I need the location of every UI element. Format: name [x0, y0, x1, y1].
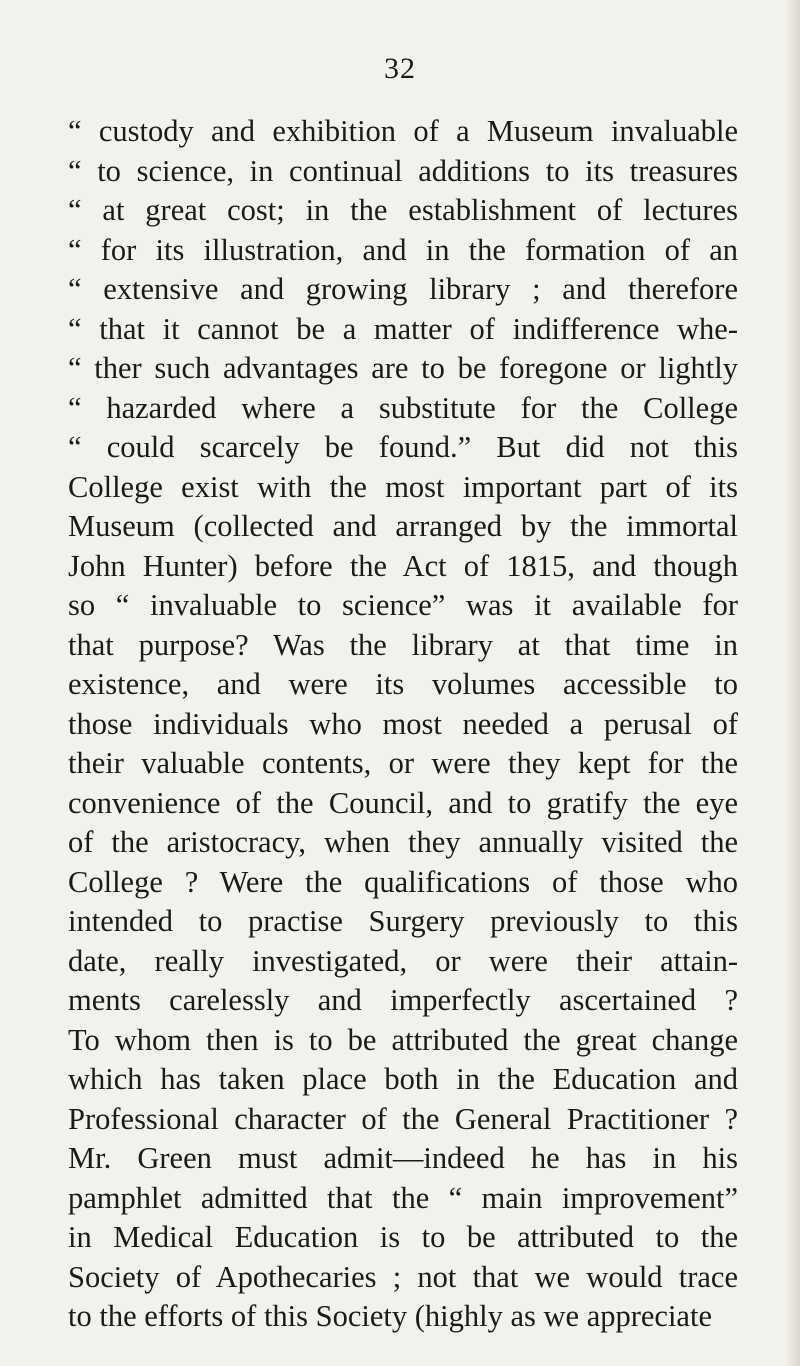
text-line: existence, and were its volumes accessible to	[68, 667, 738, 701]
text-line: their valuable contents, or were they kept for the	[68, 746, 738, 780]
text-line: “ at great cost; in the establishment of lectures	[68, 193, 738, 227]
text-line: “ to science, in continual additions to its treasures	[68, 153, 738, 188]
text-line: those individuals who most needed a perusal of	[68, 706, 738, 741]
text-line: College exist with the most important part of its	[68, 469, 738, 504]
text-line: John Hunter) before the Act of 1815, and though	[68, 548, 738, 583]
text-line: “ ther such advantages are to be foregone or lightly	[68, 351, 738, 385]
text-line: “ that it cannot be a matter of indifference whe-	[68, 311, 738, 346]
text-line: “ could scarcely be found.” But did not this	[68, 430, 738, 464]
text-line: Society of Apothecaries ; not that we would trace	[68, 1259, 738, 1294]
text-line: “ hazarded where a substitute for the College	[68, 390, 738, 425]
page-number: 32	[384, 52, 416, 85]
text-line: “ extensive and growing library ; and therefore	[68, 272, 738, 306]
text-line: “ custody and exhibition of a Museum invaluable	[68, 114, 738, 148]
text-line: which has taken place both in the Education and	[68, 1062, 738, 1096]
text-line: ments carelessly and imperfectly ascertained ?	[68, 983, 738, 1017]
text-line: College ? Were the qualifications of those who	[68, 864, 738, 899]
text-line: date, really investigated, or were their attain-	[68, 943, 738, 978]
body-text	[68, 112, 738, 1337]
text-line: pamphlet admitted that the “ main improvement”	[68, 1180, 738, 1215]
text-line: Mr. Green must admit—indeed he has in his	[68, 1141, 738, 1175]
text-line: of the aristocracy, when they annually visited the	[68, 825, 738, 859]
text-line: convenience of the Council, and to gratify the eye	[68, 785, 738, 820]
text-line: Professional character of the General Practitioner ?	[68, 1101, 738, 1136]
text-line: “ for its illustration, and in the formation of an	[68, 232, 738, 267]
text-line: To whom then is to be attributed the great change	[68, 1022, 738, 1057]
page-edge-shadow	[786, 0, 800, 1366]
text-line: to the efforts of this Society (highly as we appreciate	[68, 1299, 712, 1333]
text-line: so “ invaluable to science” was it available for	[68, 588, 738, 622]
text-line: intended to practise Surgery previously to this	[68, 904, 738, 938]
text-line: Museum (collected and arranged by the immortal	[68, 509, 738, 543]
text-line: in Medical Education is to be attributed to the	[68, 1220, 738, 1254]
text-line: that purpose? Was the library at that time in	[68, 627, 738, 662]
